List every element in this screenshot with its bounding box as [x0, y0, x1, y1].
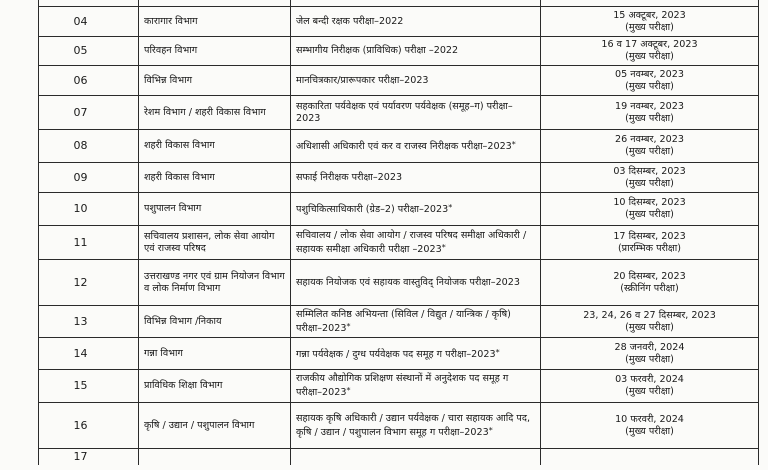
exam-cell: मानचित्रकार/प्रारूपकार परीक्षा–2023 — [291, 66, 541, 96]
exam-date: 26 नवम्बर, 2023 — [615, 134, 684, 145]
date-cell — [541, 193, 759, 226]
exam-cell: सम्मिलित कनिष्ठ अभियन्ता (सिविल / विद्युत / यान्त्रिक / कृषि) परीक्षा–2023* — [291, 306, 541, 338]
serial-cell: 06 — [39, 66, 139, 96]
table-row — [39, 96, 759, 130]
exam-type: (मुख्य परीक्षा) — [625, 386, 674, 397]
table-row — [39, 370, 759, 403]
exam-cell: जेल बन्दी रक्षक परीक्षा–2022 — [291, 7, 541, 37]
exam-date: 03 दिसम्बर, 2023 — [613, 165, 686, 177]
serial-cell: 05 — [39, 37, 139, 66]
exam-type: (मुख्य परीक्षा) — [625, 21, 674, 33]
exam-cell: सहकारिता पर्यवेक्षक एवं पर्यावरण पर्यवेक्षक (समूह–ग) परीक्षा–2023 — [291, 96, 541, 130]
exam-type: (स्क्रीनिंग परीक्षा) — [620, 282, 679, 294]
exam-date: 16 व 17 अक्टूबर, 2023 — [601, 39, 698, 50]
date-cell — [541, 260, 759, 306]
exam-cell: गन्ना पर्यवेक्षक / दुग्ध पर्यवेक्षक पद समूह ग परीक्षा–2023* — [291, 338, 541, 370]
table-row — [39, 260, 759, 306]
exam-cell: सहायक नियोजक एवं सहायक वास्तुविद् नियोजक परीक्षा–2023 — [291, 260, 541, 306]
exam-type: (मुख्य परीक्षा) — [625, 51, 674, 62]
exam-schedule-table — [38, 0, 759, 465]
serial-cell: 04 — [39, 7, 139, 37]
table-row — [39, 193, 759, 226]
serial-cell: 17 — [39, 449, 139, 466]
exam-cell — [291, 449, 541, 466]
exam-cell: अधिशासी अधिकारी एवं कर व राजस्व निरीक्षक परीक्षा–2023* — [291, 130, 541, 163]
department-cell: प्राविधिक शिक्षा विभाग — [139, 370, 291, 403]
exam-date: 20 दिसम्बर, 2023 — [613, 270, 686, 282]
department-cell: पशुपालन विभाग — [139, 193, 291, 226]
exam-date: 10 दिसम्बर, 2023 — [613, 197, 686, 208]
table-row — [39, 163, 759, 193]
date-cell — [541, 7, 759, 37]
serial-cell: 11 — [39, 226, 139, 260]
serial-cell: 15 — [39, 370, 139, 403]
exam-date: 10 फरवरी, 2024 — [615, 413, 684, 425]
department-cell: कृषि / उद्यान / पशुपालन विभाग — [139, 403, 291, 449]
department-cell: कारागार विभाग — [139, 7, 291, 37]
exam-type: (प्रारम्भिक परीक्षा) — [617, 242, 682, 254]
department-cell: शहरी विकास विभाग — [139, 163, 291, 193]
department-cell: रेशम विभाग / शहरी विकास विभाग — [139, 96, 291, 130]
exam-type: (मुख्य परीक्षा) — [625, 425, 674, 437]
exam-cell: सचिवालय / लोक सेवा आयोग / राजस्व परिषद समीक्षा अधिकारी / सहायक समीक्षा अधिकारी परीक्षा –2023* — [291, 226, 541, 260]
date-cell — [541, 370, 759, 403]
date-cell — [541, 130, 759, 163]
exam-type: (मुख्य परीक्षा) — [625, 177, 674, 189]
exam-date: 19 नवम्बर, 2023 — [615, 100, 684, 112]
exam-date: 23, 24, 26 व 27 दिसम्बर, 2023 — [583, 309, 716, 321]
date-cell — [541, 449, 759, 466]
table-row — [39, 66, 759, 96]
table-row — [39, 7, 759, 37]
table-row — [39, 449, 759, 466]
exam-cell: सहायक कृषि अधिकारी / उद्यान पर्यवेक्षक / चारा सहायक आदि पद, कृषि / उद्यान / पशुपालन विभाग समूह ग परीक्षा–2023* — [291, 403, 541, 449]
serial-cell: 08 — [39, 130, 139, 163]
exam-date: 15 अक्टूबर, 2023 — [613, 9, 686, 21]
date-cell — [541, 306, 759, 338]
serial-cell: 13 — [39, 306, 139, 338]
table-row — [39, 338, 759, 370]
exam-type: (मुख्य परीक्षा) — [625, 112, 674, 124]
department-cell: विभिन्न विभाग — [139, 66, 291, 96]
department-cell: विभिन्न विभाग /निकाय — [139, 306, 291, 338]
serial-cell: 16 — [39, 403, 139, 449]
date-cell — [541, 96, 759, 130]
serial-cell: 07 — [39, 96, 139, 130]
table-row — [39, 306, 759, 338]
exam-cell: राजकीय औद्योगिक प्रशिक्षण संस्थानों में अनुदेशक पद समूह ग परीक्षा–2023* — [291, 370, 541, 403]
exam-cell: सम्भागीय निरीक्षक (प्राविधिक) परीक्षा –2022 — [291, 37, 541, 66]
exam-type: (मुख्य परीक्षा) — [625, 321, 674, 333]
exam-cell: पशुचिकित्साधिकारी (ग्रेड–2) परीक्षा–2023* — [291, 193, 541, 226]
exam-cell: सफाई निरीक्षक परीक्षा–2023 — [291, 163, 541, 193]
department-cell: शहरी विकास विभाग — [139, 130, 291, 163]
exam-type: (मुख्य परीक्षा) — [625, 209, 674, 220]
table-row — [39, 37, 759, 66]
serial-cell: 14 — [39, 338, 139, 370]
exam-type: (मुख्य परीक्षा) — [625, 80, 674, 92]
date-cell — [541, 37, 759, 66]
serial-cell: 09 — [39, 163, 139, 193]
serial-cell: 10 — [39, 193, 139, 226]
serial-cell: 12 — [39, 260, 139, 306]
exam-date: 03 फरवरी, 2024 — [615, 374, 684, 385]
table-row — [39, 403, 759, 449]
department-cell: सचिवालय प्रशासन, लोक सेवा आयोग एवं राजस्व परिषद — [139, 226, 291, 260]
date-cell — [541, 338, 759, 370]
exam-date: 28 जनवरी, 2024 — [614, 341, 685, 353]
date-cell — [541, 226, 759, 260]
table-row — [39, 226, 759, 260]
department-cell — [139, 449, 291, 466]
exam-date: 17 दिसम्बर, 2023 — [613, 230, 686, 242]
exam-date: 05 नवम्बर, 2023 — [615, 68, 684, 80]
exam-type: (मुख्य परीक्षा) — [625, 353, 674, 365]
date-cell — [541, 66, 759, 96]
table-row — [39, 130, 759, 163]
department-cell: परिवहन विभाग — [139, 37, 291, 66]
date-cell — [541, 163, 759, 193]
department-cell: गन्ना विभाग — [139, 338, 291, 370]
date-cell — [541, 403, 759, 449]
exam-type: (मुख्य परीक्षा) — [625, 146, 674, 157]
department-cell: उत्तराखण्ड नगर एवं ग्राम नियोजन विभाग व लोक निर्माण विभाग — [139, 260, 291, 306]
